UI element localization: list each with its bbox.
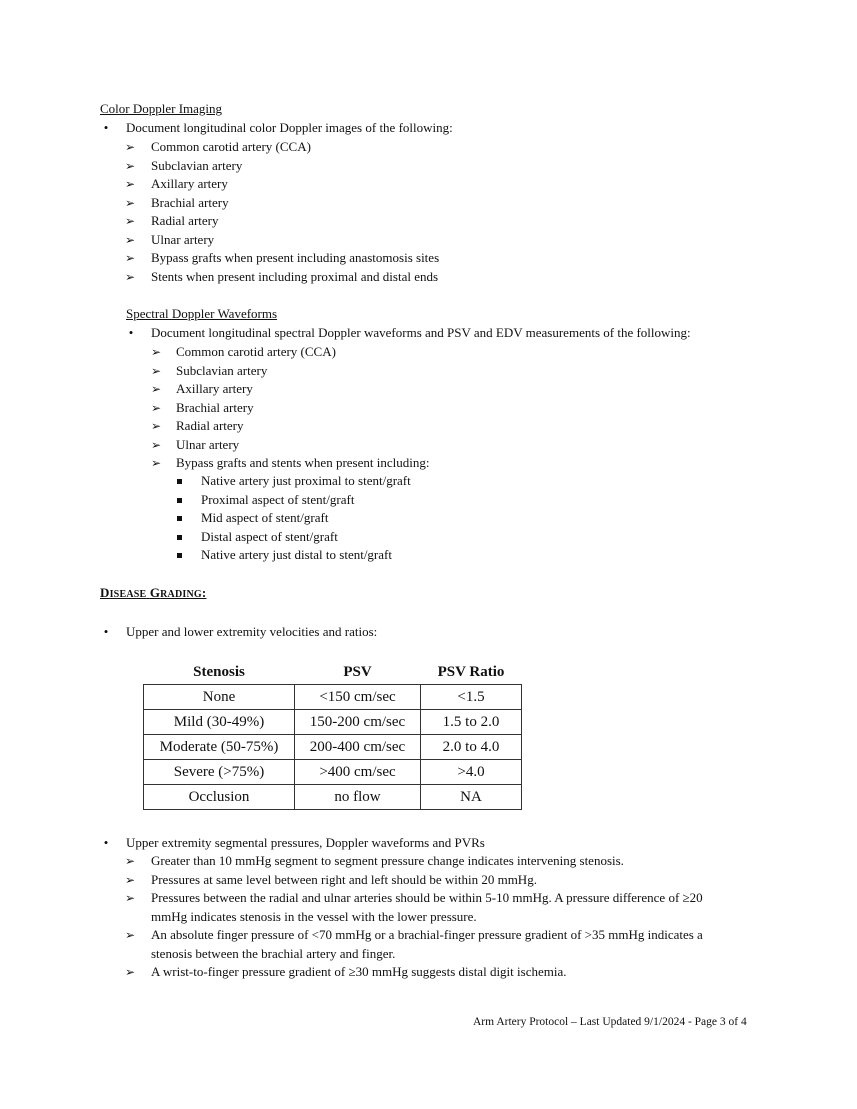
- arrow-bullet-icon: ➢: [125, 891, 136, 905]
- table-cell: 1.5 to 2.0: [421, 710, 522, 735]
- list-item: Stents when present including proximal and distal ends: [151, 268, 439, 284]
- col-header-psv: PSV: [343, 663, 372, 680]
- arrow-bullet-icon: ➢: [125, 140, 136, 154]
- bullet-icon: •: [103, 624, 109, 639]
- table-cell: >4.0: [421, 760, 522, 785]
- list-item: Common carotid artery (CCA): [151, 139, 311, 154]
- square-bullet-icon: [177, 535, 182, 540]
- arrow-bullet-icon: ➢: [125, 177, 136, 191]
- table-row: [144, 760, 522, 785]
- list-item-line: An absolute finger pressure of <70 mmHg or a brachial-finger pressure gradient of >35 mmHg indicates a: [151, 927, 703, 942]
- sub-list-item: Distal aspect of stent/graft: [201, 528, 338, 544]
- bullet-icon: •: [103, 120, 109, 135]
- color-doppler-title: Color Doppler Imaging: [100, 101, 223, 116]
- sub-list-item: Native artery just proximal to stent/graft: [201, 473, 411, 488]
- list-item-line: mmHg indicates stenosis in the vessel with the lower pressure.: [151, 908, 477, 924]
- heading-letter: G: [149, 585, 161, 600]
- table-cell: Moderate (50-75%): [144, 735, 295, 760]
- heading-colon: :: [201, 585, 207, 600]
- table-row: [144, 785, 522, 810]
- table-row: [144, 685, 522, 710]
- arrow-bullet-icon: ➢: [151, 382, 162, 396]
- spectral-doppler-title: Spectral Doppler Waveforms: [126, 306, 278, 321]
- arrow-bullet-icon: ➢: [125, 965, 136, 979]
- sub-list-item: Native artery just distal to stent/graft: [201, 547, 392, 562]
- table-cell: <1.5: [421, 685, 522, 710]
- square-bullet-icon: [177, 516, 182, 521]
- table-row: [144, 710, 522, 735]
- list-item: Radial artery: [176, 418, 244, 433]
- arrow-bullet-icon: ➢: [125, 214, 136, 228]
- col-header-stenosis: Stenosis: [193, 663, 245, 680]
- heading-letter: D: [100, 585, 110, 600]
- arrow-bullet-icon: ➢: [125, 251, 136, 265]
- arrow-bullet-icon: ➢: [125, 232, 136, 247]
- table-header-row: [144, 660, 522, 685]
- table-cell: NA: [421, 785, 522, 810]
- arrow-bullet-icon: ➢: [125, 158, 136, 173]
- table-cell: no flow: [295, 785, 421, 810]
- list-item: Brachial artery: [151, 194, 229, 210]
- page-footer: Arm Artery Protocol – Last Updated 9/1/2024 - Page 3 of 4: [473, 1016, 747, 1028]
- arrow-bullet-icon: ➢: [151, 400, 162, 415]
- list-item: Common carotid artery (CCA): [176, 344, 336, 359]
- table-cell: Mild (30-49%): [144, 710, 295, 735]
- arrow-bullet-icon: ➢: [125, 928, 136, 942]
- spectral-doppler-intro: Document longitudinal spectral Doppler waveforms and PSV and EDV measurements of the following:: [151, 325, 691, 340]
- table-cell: Severe (>75%): [144, 760, 295, 785]
- bullet-icon: •: [103, 835, 109, 850]
- list-item: Subclavian artery: [176, 362, 268, 378]
- velocity-intro: Upper and lower extremity velocities and ratios:: [126, 624, 378, 639]
- list-item: Brachial artery: [176, 399, 254, 415]
- square-bullet-icon: [177, 498, 182, 503]
- stenosis-grading-table: [143, 660, 522, 810]
- arrow-bullet-icon: ➢: [151, 363, 162, 378]
- table-cell: 2.0 to 4.0: [421, 735, 522, 760]
- arrow-bullet-icon: ➢: [125, 195, 136, 210]
- arrow-bullet-icon: ➢: [151, 456, 162, 470]
- sub-list-item: Mid aspect of stent/graft: [201, 510, 329, 525]
- table-row: [144, 735, 522, 760]
- table-cell: 200-400 cm/sec: [295, 735, 421, 760]
- heading-smallcaps: RADING: [160, 589, 202, 600]
- pressures-intro: Upper extremity segmental pressures, Doppler waveforms and PVRs: [126, 835, 485, 850]
- table-cell: None: [144, 685, 295, 710]
- arrow-bullet-icon: ➢: [151, 437, 162, 452]
- color-doppler-intro: Document longitudinal color Doppler images of the following:: [126, 120, 453, 135]
- arrow-bullet-icon: ➢: [125, 872, 136, 887]
- table-cell: 150-200 cm/sec: [295, 710, 421, 735]
- table-cell: >400 cm/sec: [295, 760, 421, 785]
- list-item: Bypass grafts and stents when present including:: [176, 455, 430, 470]
- table-cell: Occlusion: [144, 785, 295, 810]
- list-item: Axillary artery: [176, 381, 253, 396]
- list-item: Bypass grafts when present including anastomosis sites: [151, 250, 440, 265]
- table-cell: <150 cm/sec: [295, 685, 421, 710]
- square-bullet-icon: [177, 479, 182, 484]
- list-item-line: Pressures at same level between right and left should be within 20 mmHg.: [151, 871, 537, 887]
- sub-list-item: Proximal aspect of stent/graft: [201, 491, 355, 507]
- list-item: Axillary artery: [151, 176, 228, 191]
- arrow-bullet-icon: ➢: [125, 269, 136, 284]
- square-bullet-icon: [177, 553, 182, 558]
- list-item-line: Greater than 10 mmHg segment to segment pressure change indicates intervening stenosis.: [151, 853, 624, 868]
- list-item: Subclavian artery: [151, 157, 243, 173]
- bullet-icon: •: [128, 325, 134, 340]
- list-item-line: Pressures between the radial and ulnar arteries should be within 5-10 mmHg. A pressure difference of ≥20: [151, 890, 703, 905]
- arrow-bullet-icon: ➢: [125, 854, 136, 868]
- arrow-bullet-icon: ➢: [151, 345, 162, 359]
- disease-grading-heading: [100, 584, 206, 605]
- heading-smallcaps: ISEASE: [109, 589, 147, 600]
- arrow-bullet-icon: ➢: [151, 419, 162, 433]
- list-item: Ulnar artery: [151, 231, 215, 247]
- list-item: Radial artery: [151, 213, 219, 228]
- list-item-line: stenosis between the brachial artery and finger.: [151, 945, 396, 961]
- list-item: Ulnar artery: [176, 436, 240, 452]
- col-header-psv-ratio: PSV Ratio: [437, 663, 505, 680]
- list-item-line: A wrist-to-finger pressure gradient of ≥30 mmHg suggests distal digit ischemia.: [151, 964, 567, 979]
